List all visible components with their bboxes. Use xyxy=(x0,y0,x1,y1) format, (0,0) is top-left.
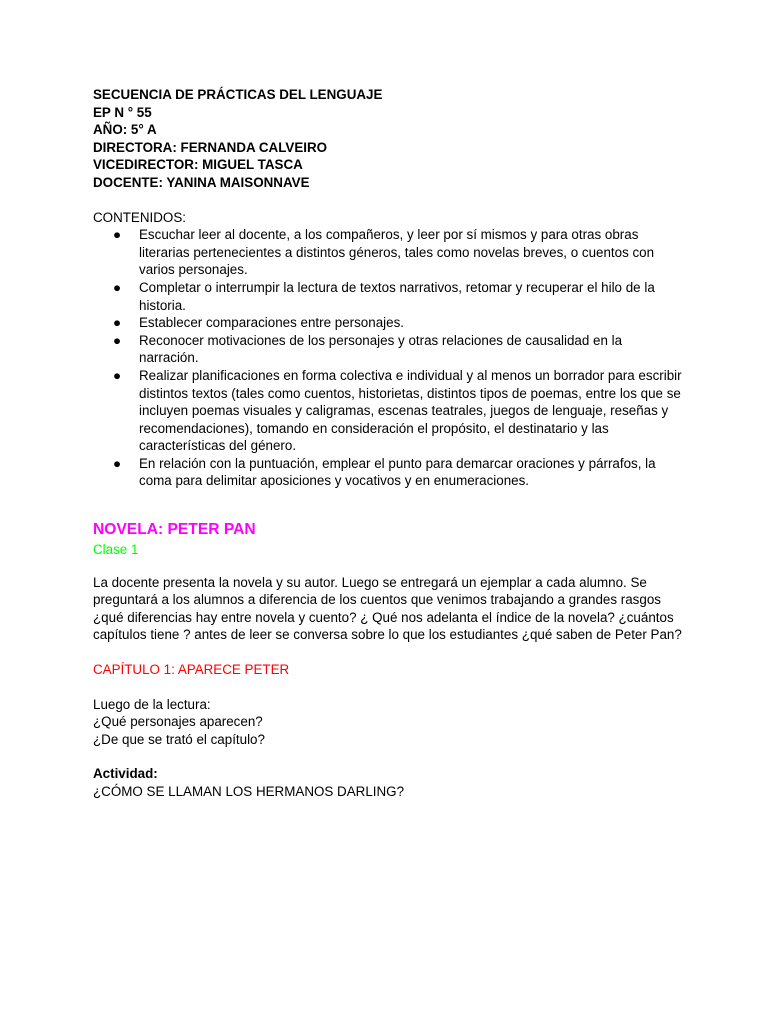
bullet-icon: ● xyxy=(113,455,122,471)
question-characters: ¿Qué personajes aparecen? xyxy=(93,714,263,730)
class-label: Clase 1 xyxy=(93,542,139,558)
intro-paragraph: La docente presenta la novela y su autor. Luego se entregará un ejemplar a cada alumno. Se preguntará a los alumnos a diferencia de los cuentos que venimos trabajando a grandes rasgos ¿qué diferencias hay entre novela y cuento? ¿ Qué nos adelanta el índice de la novela? ¿cuántos capítulos tiene ? antes de leer se conversa sobre lo que los estudiantes ¿qué saben de Peter Pan? xyxy=(93,574,682,643)
contents-item-text: Establecer comparaciones entre personajes. xyxy=(139,315,404,331)
header-school: EP N ° 55 xyxy=(93,104,152,120)
contents-item-text: Realizar planificaciones en forma colectiva e individual y al menos un borrador para escribir distintos textos (tales como cuentos, historietas, distintos tipos de poemas, entre los que se incluyen poemas visuales y caligramas, escenas teatrales, juegos de lenguaje, reseñas y recomendaciones), tomando en consideración el propósito, el destinatario y las características del género. xyxy=(139,367,682,454)
contents-item-text: Completar o interrumpir la lectura de textos narrativos, retomar y recuperar el hilo de la historia. xyxy=(139,279,655,313)
header-year: AÑO: 5° A xyxy=(93,122,157,138)
contents-item xyxy=(93,455,683,490)
activity-question: ¿CÓMO SE LLAMAN LOS HERMANOS DARLING? xyxy=(93,784,405,799)
bullet-icon: ● xyxy=(113,332,122,348)
contents-item-text: Reconocer motivaciones de los personajes y otras relaciones de causalidad en la narración. xyxy=(139,332,623,366)
document-header xyxy=(93,86,683,192)
contents-item xyxy=(93,314,683,332)
bullet-icon: ● xyxy=(113,227,122,243)
header-teacher: DOCENTE: YANINA MAISONNAVE xyxy=(93,174,310,190)
novel-title: NOVELA: PETER PAN xyxy=(93,521,256,539)
document-page xyxy=(93,86,683,801)
contents-label: CONTENIDOS: xyxy=(93,209,186,225)
after-reading-block xyxy=(93,696,683,749)
bullet-icon: ● xyxy=(113,279,122,295)
chapter-title: CAPÍTULO 1: APARECE PETER xyxy=(93,662,290,678)
contents-item xyxy=(93,226,683,279)
contents-list xyxy=(93,226,683,490)
contents-item-text: Escuchar leer al docente, a los compañeros, y leer por sí mismos y para otras obras literarias pertenecientes a distintos géneros, tales como novelas breves, o cuentos con varios personajes. xyxy=(139,227,655,278)
contents-item-text: En relación con la puntuación, emplear el punto para demarcar oraciones y párrafos, la coma para delimitar aposiciones y vocativos y en enumeraciones. xyxy=(139,455,656,489)
header-title: SECUENCIA DE PRÁCTICAS DEL LENGUAJE xyxy=(93,87,383,102)
contents-item xyxy=(93,279,683,314)
question-chapter-topic: ¿De que se trató el capítulo? xyxy=(93,731,265,747)
activity-label: Actividad: xyxy=(93,766,158,782)
header-vicedirector: VICEDIRECTOR: MIGUEL TASCA xyxy=(93,157,303,173)
header-director: DIRECTORA: FERNANDA CALVEIRO xyxy=(93,139,328,155)
after-reading-label: Luego de la lectura: xyxy=(93,696,211,712)
bullet-icon: ● xyxy=(113,367,122,383)
contents-item xyxy=(93,367,683,455)
bullet-icon: ● xyxy=(113,315,122,331)
contents-item xyxy=(93,332,683,367)
